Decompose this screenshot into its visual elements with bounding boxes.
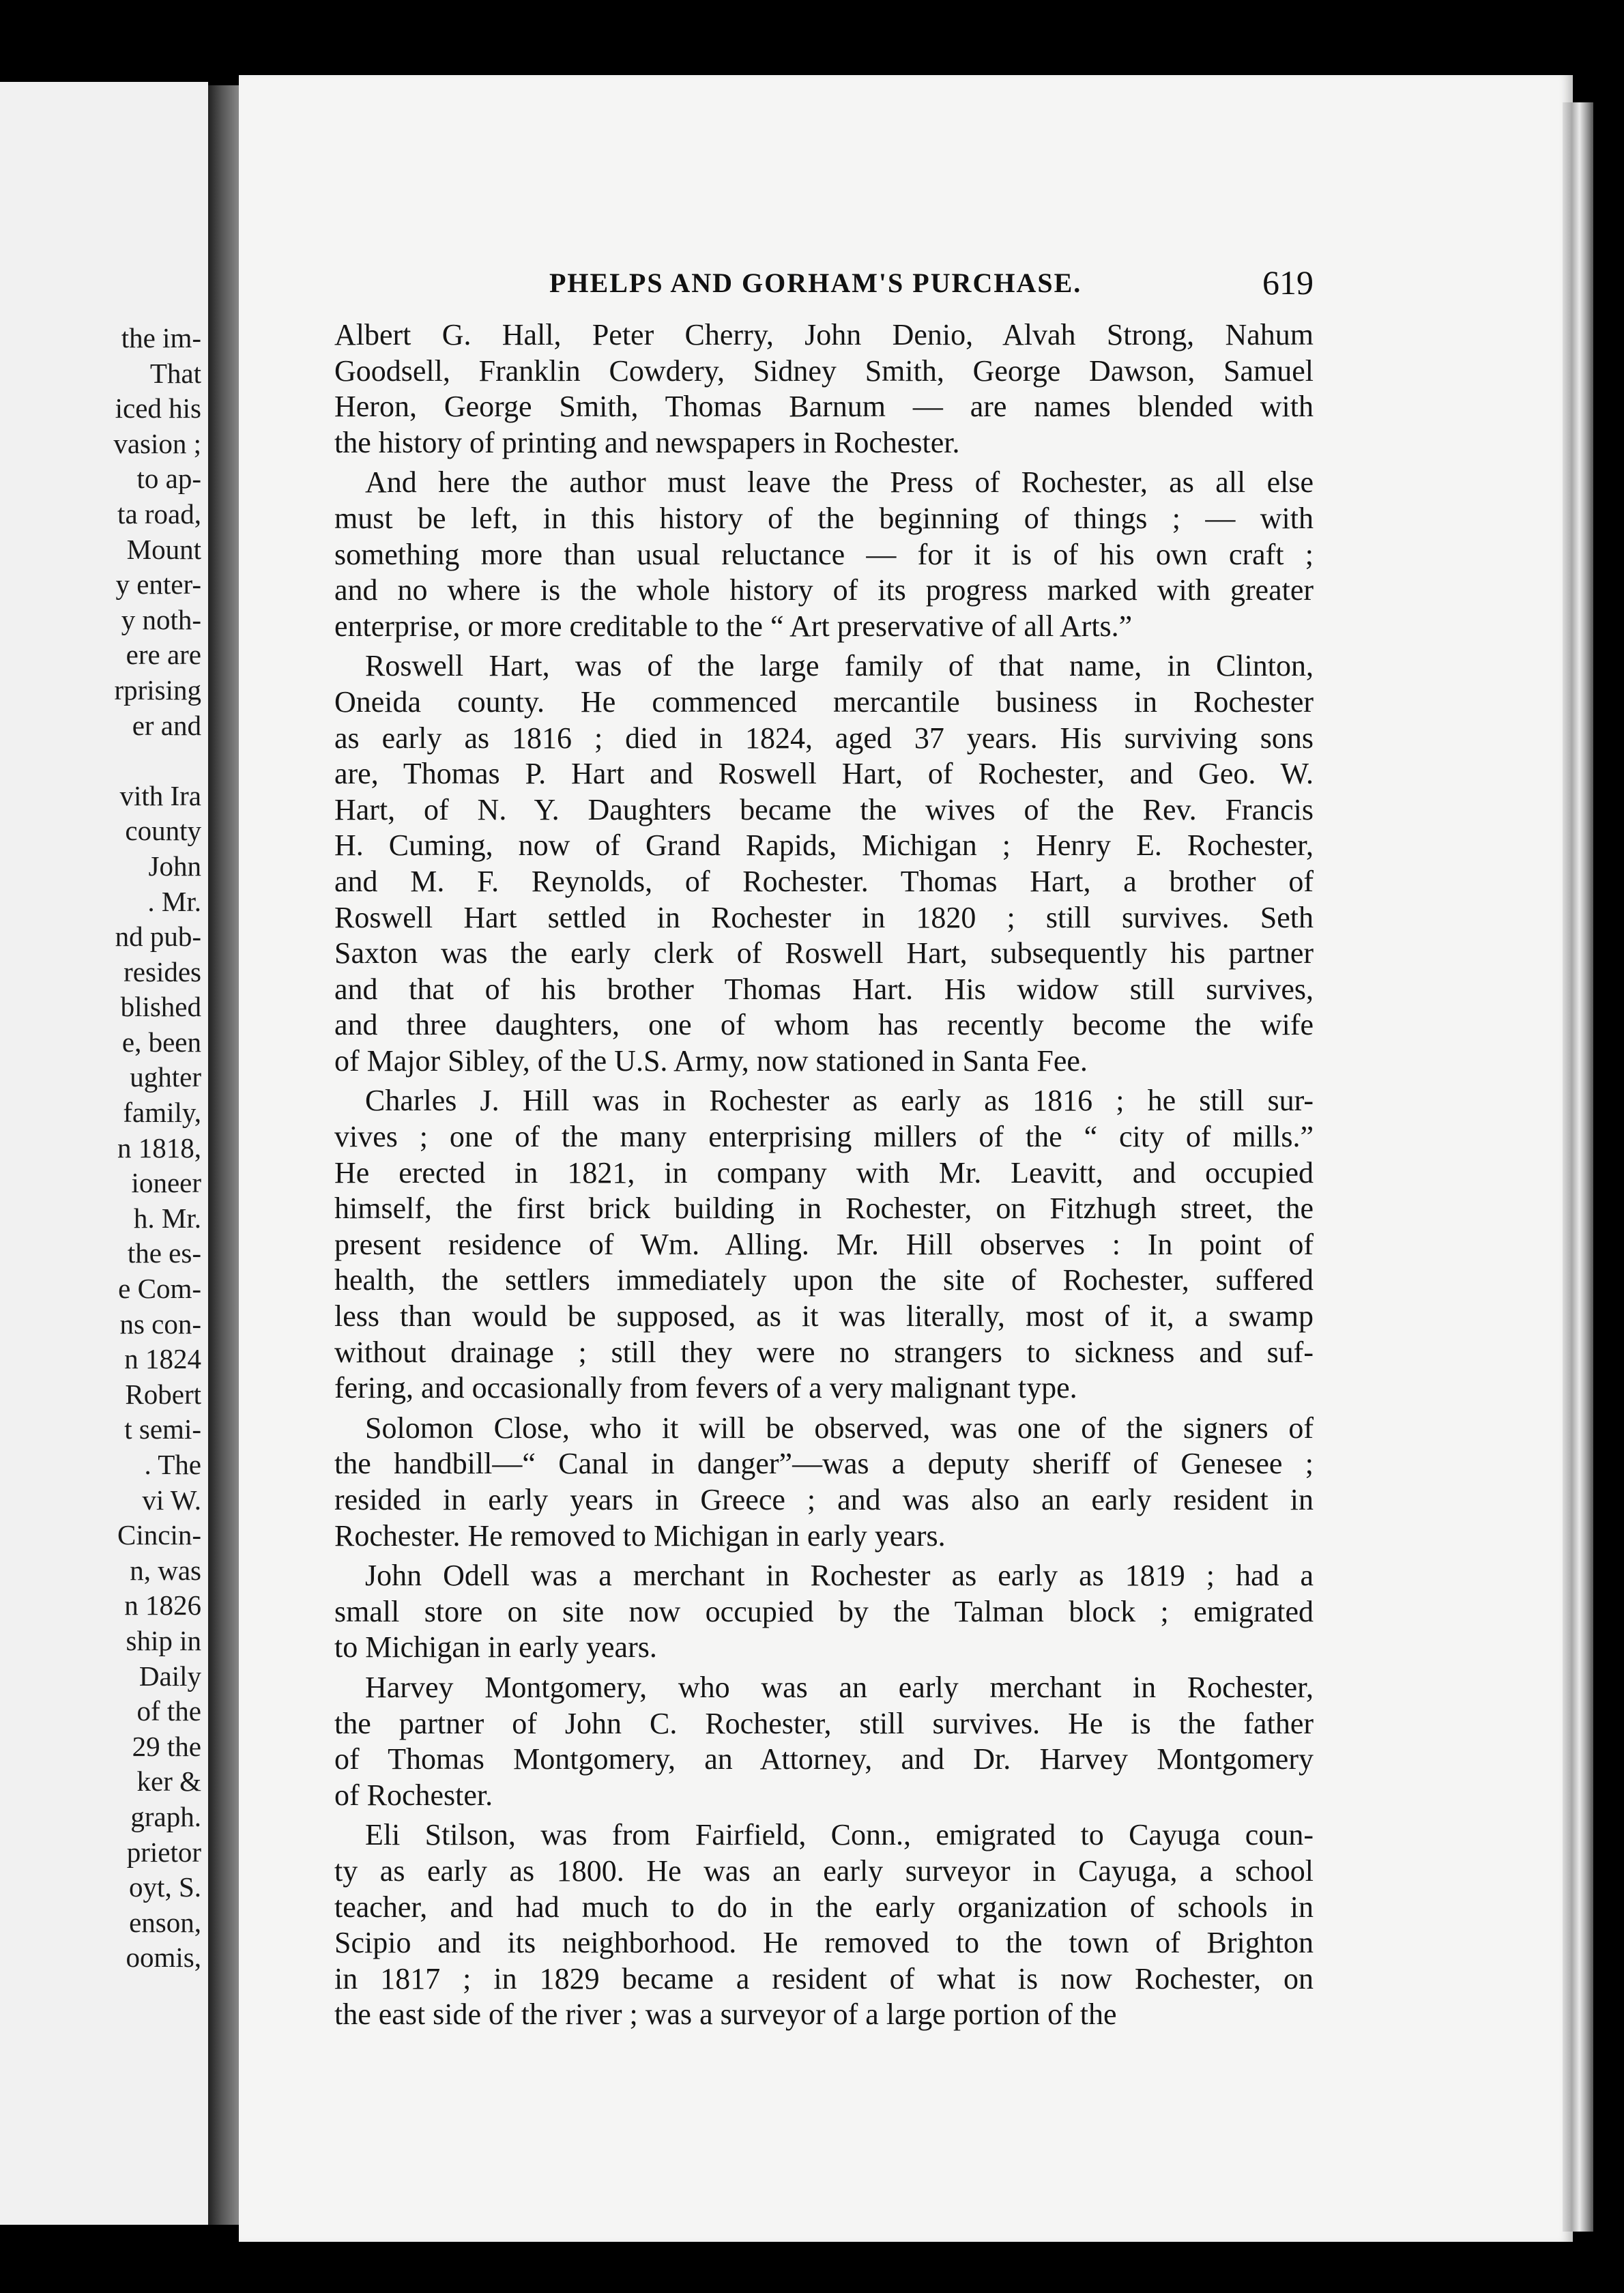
text-line: Scipio and its neighborhood. He removed to the town of Brighton [334,1926,1314,1960]
facing-page-line: n 1824 [124,1343,201,1375]
facing-page-line: ughter [130,1061,201,1093]
text-line: less than would be supposed, as it was literally, most of it, a swamp [334,1299,1314,1333]
facing-page-line: e, been [121,1026,201,1058]
text-line: Harvey Montgomery, who was an early merchant in Rochester, [365,1670,1314,1704]
body-text [334,317,1314,2033]
facing-page-line: ere are [126,639,201,671]
facing-page-line: vi W. [142,1484,201,1516]
facing-page-text [113,321,201,1976]
facing-page-line: county [125,815,201,847]
text-line: of Rochester. [334,1778,493,1812]
text-line: enterprise, or more creditable to the “ Art preservative of all Arts.” [334,609,1133,643]
facing-page-line: vith Ira [119,779,201,811]
text-line: fering, and occasionally from fevers of a very malignant type. [334,1371,1077,1405]
text-line: and three daughters, one of whom has recently become the wife [334,1008,1314,1042]
text-line: are, Thomas P. Hart and Roswell Hart, of Rochester, and Geo. W. [334,757,1314,791]
facing-page-line: That [149,357,201,389]
text-line: teacher, and had much to do in the early organization of schools in [334,1890,1314,1924]
text-line: resided in early years in Greece ; and was also an early resident in [334,1483,1314,1516]
text-line: Goodsell, Franklin Cowdery, Sidney Smith, George Dawson, Samuel [334,354,1314,388]
text-line: vives ; one of the many enterprising millers of the “ city of mills.” [334,1120,1314,1154]
text-line: of Major Sibley, of the U.S. Army, now stationed in Santa Fee. [334,1043,1088,1078]
facing-page-line: of the [136,1695,201,1727]
text-line: and no where is the whole history of its progress marked with greater [334,573,1314,607]
facing-page-line: ker & [136,1765,201,1798]
text-line: ty as early as 1800. He was an early surveyor in Cayuga, a school [334,1854,1314,1888]
text-line: must be left, in this history of the beginning of things ; — with [334,501,1314,535]
facing-page-line: Daily [139,1660,201,1692]
text-line: John Odell was a merchant in Rochester as early as 1819 ; had a [365,1559,1314,1593]
text-line: Hart, of N. Y. Daughters became the wives of the Rev. Francis [334,792,1314,826]
facing-page-line: Robert [125,1378,201,1410]
text-line: Solomon Close, who it will be observed, was one of the signers of [365,1411,1314,1445]
text-line: the handbill—“ Canal in danger”—was a deputy sheriff of Genesee ; [334,1447,1314,1481]
text-line: Eli Stilson, was from Fairfield, Conn., emigrated to Cayuga coun- [365,1818,1314,1852]
facing-page-line: n 1826 [124,1589,201,1621]
facing-page-line: . The [144,1449,201,1480]
facing-page-line: iced his [115,392,201,424]
text-line: and M. F. Reynolds, of Rochester. Thomas Hart, a brother of [334,864,1314,898]
text-line: Roswell Hart settled in Rochester in 1820 ; still survives. Seth [334,900,1314,934]
text-line: the history of printing and newspapers in Rochester. [334,425,960,459]
text-line: of Thomas Montgomery, an Attorney, and Dr. Harvey Montgomery [334,1742,1314,1776]
facing-page-line: the es- [127,1237,201,1269]
text-line: Charles J. Hill was in Rochester as early as 1816 ; he still sur- [365,1084,1314,1118]
facing-page-line: . Mr. [147,885,201,917]
text-line: Oneida county. He commenced mercantile business in Rochester [334,684,1314,719]
facing-page-line: to ap- [136,463,201,495]
page-number: 619 [1262,263,1314,302]
text-line: Heron, George Smith, Thomas Barnum — are names blended with [334,390,1314,424]
text-line: the east side of the river ; was a surveyor of a large portion of the [334,1998,1117,2032]
facing-page-line: resides [124,955,201,987]
facing-page-line: t semi- [124,1413,201,1445]
running-title: PHELPS AND GORHAM'S PURCHASE. [549,268,1082,298]
facing-page-line: oyt, S. [129,1871,201,1903]
facing-page-line: nd pub- [115,921,201,953]
facing-page-line: n 1818, [117,1131,201,1164]
facing-page-line: y enter- [115,568,201,601]
text-line: the partner of John C. Rochester, still survives. He is the father [334,1706,1314,1740]
text-line: Roswell Hart, was of the large family of that name, in Clinton, [365,649,1314,683]
paragraph [334,1083,1314,1406]
facing-page-line: enson, [129,1906,201,1938]
text-line: Rochester. He removed to Michigan in early years. [334,1518,946,1553]
paragraph [334,648,1314,1079]
text-line: small store on site now occupied by the Talman block ; emigrated [334,1594,1314,1628]
paragraph [334,1817,1314,2033]
text-line: in 1817 ; in 1829 became a resident of what is now Rochester, on [334,1961,1314,1995]
facing-page-line: blished [120,991,201,1023]
facing-page-line: y noth- [121,603,201,635]
facing-page-line: John [148,850,201,882]
book-gutter [208,85,239,2225]
facing-page-line: e Com- [118,1273,201,1305]
text-line: Saxton was the early clerk of Roswell Hart, subsequently his partner [334,936,1314,970]
text-line: to Michigan in early years. [334,1630,657,1664]
facing-page-line: ns con- [119,1308,201,1340]
facing-page-line: vasion ; [113,427,201,459]
facing-page-line: ship in [126,1624,201,1656]
paragraph [334,1411,1314,1554]
facing-page [0,82,208,2225]
facing-page-line: oomis, [126,1942,201,1974]
text-line: And here the author must leave the Press of Rochester, as all else [365,465,1314,500]
text-line: He erected in 1821, in company with Mr. Leavitt, and occupied [334,1155,1314,1189]
text-line: health, the settlers immediately upon the site of Rochester, suffered [334,1263,1314,1297]
facing-page-line: h. Mr. [133,1202,201,1234]
facing-page-line: the im- [121,322,201,354]
facing-page-line: ta road, [117,497,201,530]
facing-page-line: prietor [126,1836,201,1868]
facing-page-line: rprising [114,674,201,706]
page-edge [1563,102,1593,2232]
text-line: present residence of Wm. Alling. Mr. Hill observes : In point of [334,1227,1314,1261]
text-line: and that of his brother Thomas Hart. His widow still survives, [334,972,1314,1006]
facing-page-line: n, was [130,1554,201,1586]
text-line: Albert G. Hall, Peter Cherry, John Denio, Alvah Strong, Nahum [334,318,1314,351]
facing-page-line: Cincin- [117,1519,201,1551]
text-line: something more than usual reluctance — for it is of his own craft ; [334,537,1314,571]
paragraph [334,465,1314,644]
facing-page-line: er and [132,709,201,741]
facing-page-line: 29 the [132,1730,201,1762]
page-header [549,263,1314,304]
facing-page-line: ioneer [131,1167,201,1199]
facing-page-line [113,743,201,779]
facing-page-line: Mount [126,533,201,565]
facing-page-line: graph. [130,1800,201,1832]
paragraph [334,1558,1314,1666]
text-line: himself, the first brick building in Rochester, on Fitzhugh street, the [334,1192,1314,1226]
text-line: as early as 1816 ; died in 1824, aged 37 years. His surviving sons [334,721,1314,755]
paragraph [334,1670,1314,1813]
text-line: H. Cuming, now of Grand Rapids, Michigan ; Henry E. Rochester, [334,828,1314,863]
text-line: without drainage ; still they were no strangers to sickness and suf- [334,1335,1314,1369]
paragraph [334,317,1314,461]
facing-page-line: family, [123,1097,201,1129]
